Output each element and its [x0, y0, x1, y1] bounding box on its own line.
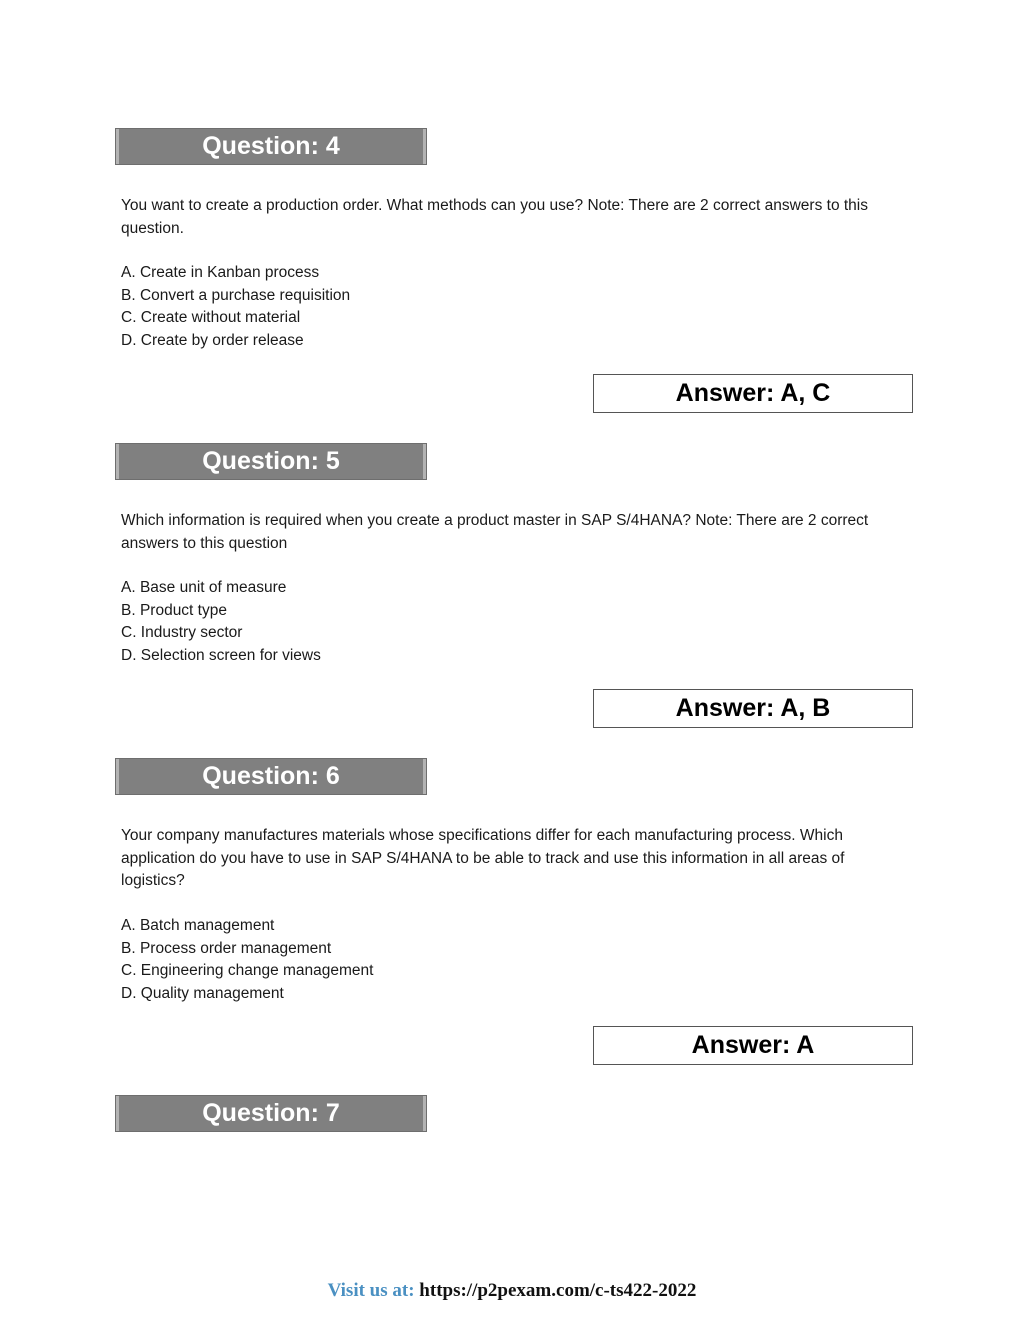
question-6-header: Question: 6	[115, 758, 427, 795]
option-d: D. Selection screen for views	[121, 646, 321, 664]
option-b: B. Product type	[121, 601, 227, 619]
option-c: C. Industry sector	[121, 624, 243, 641]
question-4-options	[121, 262, 350, 352]
question-7-header: Question: 7	[115, 1095, 427, 1132]
question-4-text: You want to create a production order. What methods can you use? Note: There are 2 correct answers to this question.	[121, 197, 868, 237]
option-d: D. Quality management	[121, 984, 284, 1002]
option-a: A. Create in Kanban process	[121, 264, 320, 281]
option-b: B. Convert a purchase requisition	[121, 286, 351, 304]
question-5-answer: Answer: A, B	[593, 689, 913, 728]
question-6-options	[121, 915, 373, 1005]
footer	[0, 1280, 1024, 1302]
question-6-answer: Answer: A	[593, 1026, 913, 1065]
option-a: A. Batch management	[121, 917, 275, 934]
footer-link[interactable]: https://p2pexam.com/c-ts422-2022	[419, 1280, 697, 1301]
question-4-header: Question: 4	[115, 128, 427, 165]
option-a: A. Base unit of measure	[121, 579, 287, 596]
question-6-text: Your company manufactures materials whose specifications differ for each manufacturing process. Which application do you have to use in SAP S/4HANA to be able to track and use this information in all areas of logistics?	[121, 827, 845, 889]
question-5-options	[121, 577, 321, 667]
option-c: C. Create without material	[121, 309, 301, 326]
footer-label: Visit us at:	[327, 1280, 415, 1301]
option-d: D. Create by order release	[121, 331, 304, 349]
question-5-text: Which information is required when you create a product master in SAP S/4HANA? Note: There are 2 correct answers to this question	[121, 512, 869, 552]
option-b: B. Process order management	[121, 939, 332, 957]
option-c: C. Engineering change management	[121, 962, 374, 979]
question-4-answer: Answer: A, C	[593, 374, 913, 413]
question-5-header: Question: 5	[115, 443, 427, 480]
